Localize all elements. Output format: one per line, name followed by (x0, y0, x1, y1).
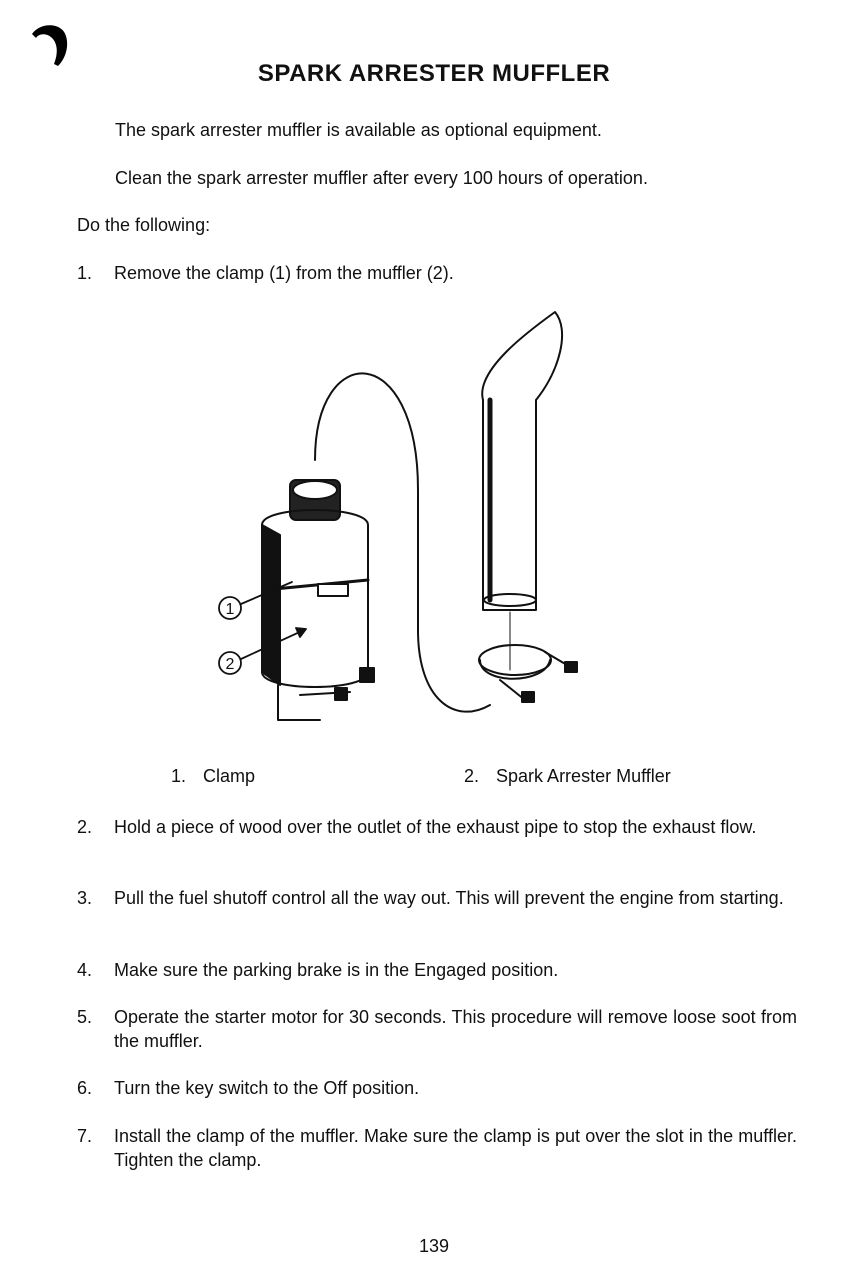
page-number: 139 (418, 1236, 450, 1256)
procedure-lead: Do the following: (77, 215, 211, 235)
step-5 (77, 1005, 797, 1053)
step-number: 7. (77, 1126, 93, 1146)
step-number: 5. (77, 1007, 93, 1027)
caption-label: Spark Arrester Muffler (496, 766, 671, 786)
step-text: Pull the fuel shutoff control all the way out. This will prevent the engine from starting. (114, 888, 784, 908)
page-title: SPARK ARRESTER MUFFLER (257, 60, 611, 87)
step-2 (77, 815, 797, 839)
step-text: Remove the clamp (1) from the muffler (2). (114, 263, 454, 283)
intro-paragraph-1: The spark arrester muffler is available as optional equipment. (115, 120, 602, 140)
step-4 (77, 958, 797, 982)
exhaust-pipe (482, 312, 562, 670)
leader-line (315, 373, 490, 711)
step-3 (77, 886, 797, 910)
step-text: Make sure the parking brake is in the Engaged position. (114, 960, 559, 980)
step-1 (77, 261, 797, 285)
step-number: 4. (77, 960, 93, 980)
muffler-body (262, 480, 374, 720)
step-6 (77, 1076, 797, 1100)
caption-2 (464, 764, 671, 788)
step-text: Turn the key switch to the Off position. (114, 1078, 420, 1098)
callout-2-label: 2 (225, 656, 235, 673)
step-text: Operate the starter motor for 30 seconds. This procedure will remove loose soot from the muffler. (114, 1007, 797, 1051)
step-number: 1. (77, 263, 93, 283)
step-number: 6. (77, 1078, 93, 1098)
caption-number: 2. (464, 766, 480, 786)
step-text: Install the clamp of the muffler. Make sure the clamp is put over the slot in the muffler. Tighten the clamp. (114, 1126, 797, 1170)
step-number: 2. (77, 817, 93, 837)
muffler-illustration (200, 300, 620, 740)
caption-number: 1. (171, 766, 187, 786)
intro-paragraph-2: Clean the spark arrester muffler after every 100 hours of operation. (115, 168, 648, 188)
caption-label: Clamp (203, 766, 256, 786)
step-text: Hold a piece of wood over the outlet of the exhaust pipe to stop the exhaust flow. (114, 817, 757, 837)
clamp-part (479, 645, 577, 702)
callout-1-label: 1 (225, 601, 235, 618)
step-number: 3. (77, 888, 93, 908)
step-7 (77, 1124, 797, 1172)
caption-1 (171, 764, 255, 788)
